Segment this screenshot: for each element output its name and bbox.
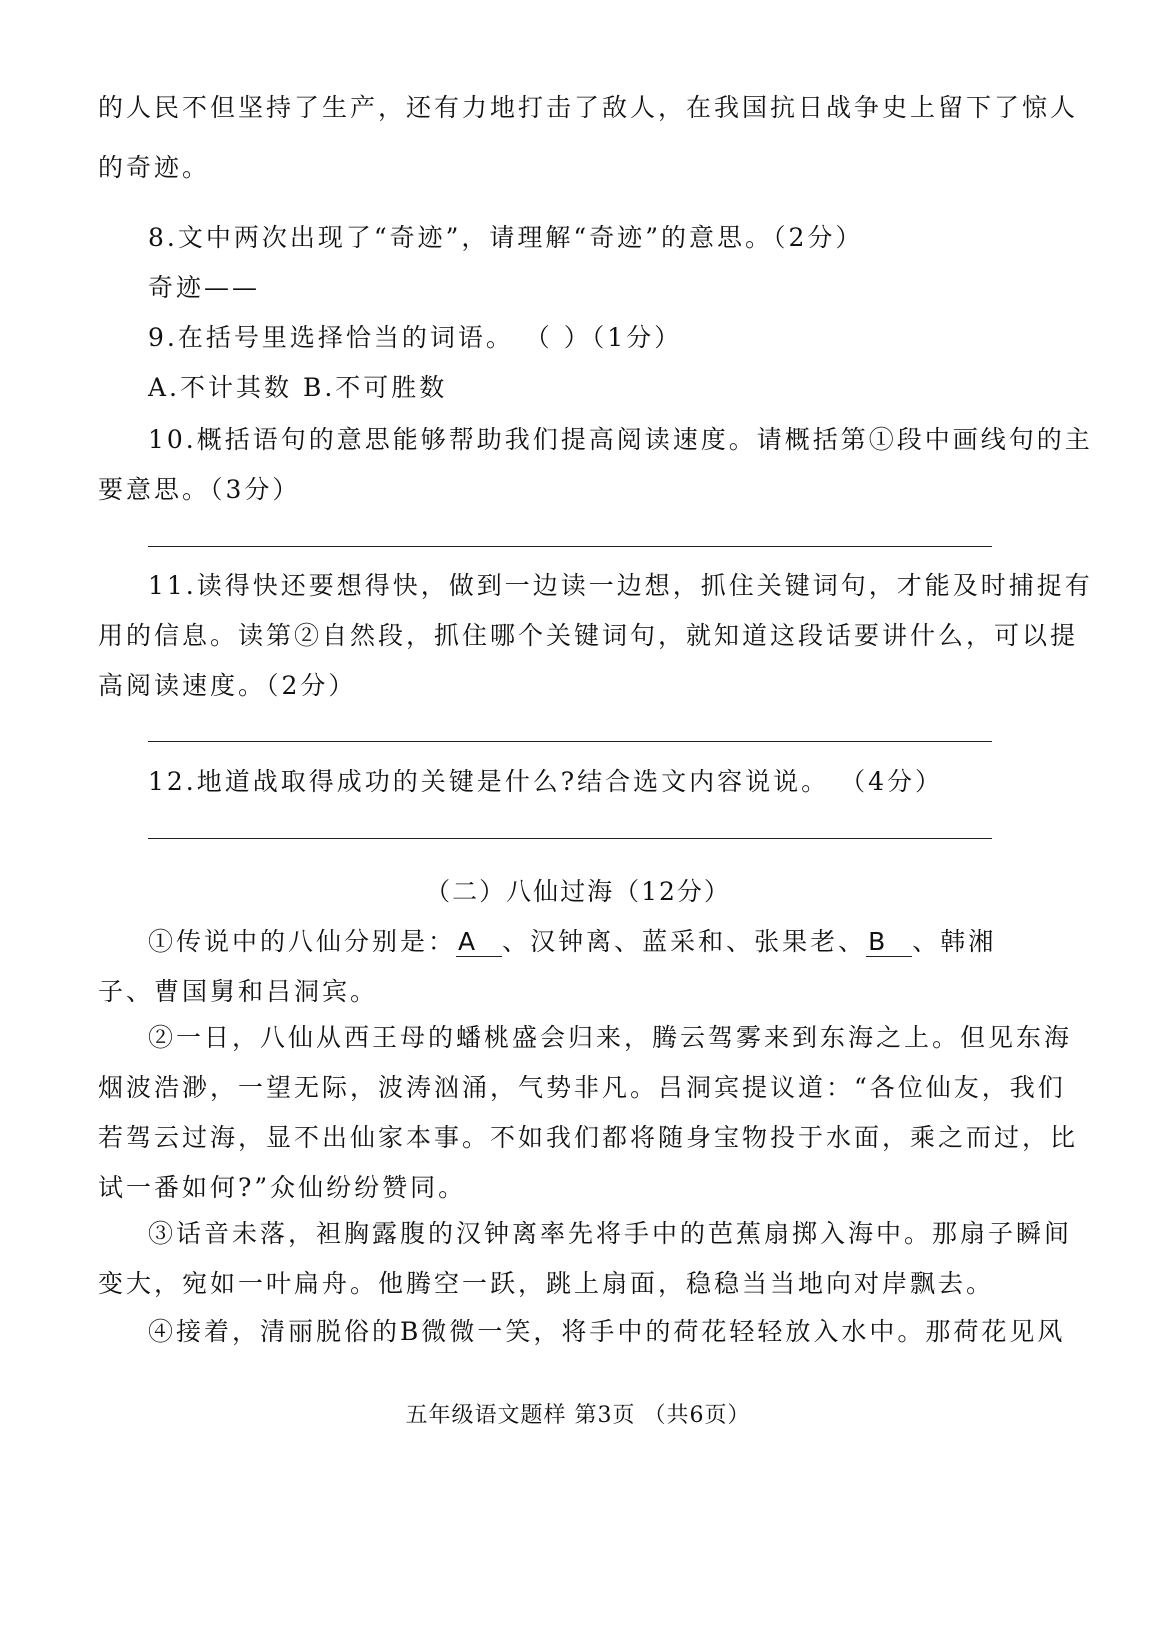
fill-blank-b[interactable]: B xyxy=(866,928,912,957)
answer-line-q10[interactable] xyxy=(148,546,992,547)
passage-text-line: 的奇迹。 xyxy=(98,153,211,182)
question-12: 12.地道战取得成功的关键是什么?结合选文内容说说。 （4分） xyxy=(148,767,944,796)
question-10-line: 10.概括语句的意思能够帮助我们提高阅读速度。请概括第①段中画线句的主 xyxy=(148,425,1093,454)
passage-text-line: 试一番如何?”众仙纷纷赞同。 xyxy=(98,1173,467,1202)
question-8: 8.文中两次出现了“奇迹”，请理解“奇迹”的意思。（2分） xyxy=(148,223,864,252)
paragraph-text: 、汉钟离、蓝采和、张果老、 xyxy=(502,927,867,956)
question-11-line: 高阅读速度。（2分） xyxy=(98,671,357,700)
fill-blank-a[interactable]: A xyxy=(456,928,502,957)
passage-text-line: ④接着，清丽脱俗的B微微一笑，将手中的荷花轻轻放入水中。那荷花见风 xyxy=(148,1317,1066,1346)
section-title: （二）八仙过海（12分） xyxy=(425,877,731,906)
passage-text-line: 若驾云过海，显不出仙家本事。不如我们都将随身宝物投于水面，乘之而过，比 xyxy=(98,1123,1079,1152)
question-10-line: 要意思。（3分） xyxy=(98,475,301,504)
question-11-line: 用的信息。读第②自然段，抓住哪个关键词句，就知道这段话要讲什么，可以提 xyxy=(98,621,1079,650)
answer-line-q11[interactable] xyxy=(148,741,992,742)
question-9: 9.在括号里选择恰当的词语。 （ ）（1分） xyxy=(148,323,683,352)
passage-text-line: 烟波浩渺，一望无际，波涛汹涌，气势非凡。吕洞宾提议道：“各位仙友，我们 xyxy=(98,1073,1066,1102)
page-footer: 五年级语文题样 第3页 （共6页） xyxy=(405,1403,751,1428)
passage-text-line: ③话音未落，袒胸露腹的汉钟离率先将手中的芭蕉扇掷入海中。那扇子瞬间 xyxy=(148,1219,1073,1248)
passage-text-line: ②一日，八仙从西王母的蟠桃盛会归来，腾云驾雾来到东海之上。但见东海 xyxy=(148,1023,1073,1052)
answer-line-q12[interactable] xyxy=(148,838,992,839)
question-9-options: A.不计其数 B.不可胜数 xyxy=(148,373,448,402)
passage-text-line: 子、曹国舅和吕洞宾。 xyxy=(98,977,379,1006)
question-8-answer-prefix: 奇迹—— xyxy=(148,273,261,302)
passage-text-line: 变大，宛如一叶扁舟。他腾空一跃，跳上扇面，稳稳当当地向对岸飘去。 xyxy=(98,1269,995,1298)
paragraph-text: 、韩湘 xyxy=(912,927,997,956)
passage-paragraph-1 xyxy=(148,926,996,958)
paragraph-text: ①传说中的八仙分别是： xyxy=(148,927,457,956)
passage-text-line: 的人民不但坚持了生产，还有力地打击了敌人，在我国抗日战争史上留下了惊人 xyxy=(98,93,1079,122)
question-11-line: 11.读得快还要想得快，做到一边读一边想，抓住关键词句，才能及时捕捉有 xyxy=(148,571,1093,600)
